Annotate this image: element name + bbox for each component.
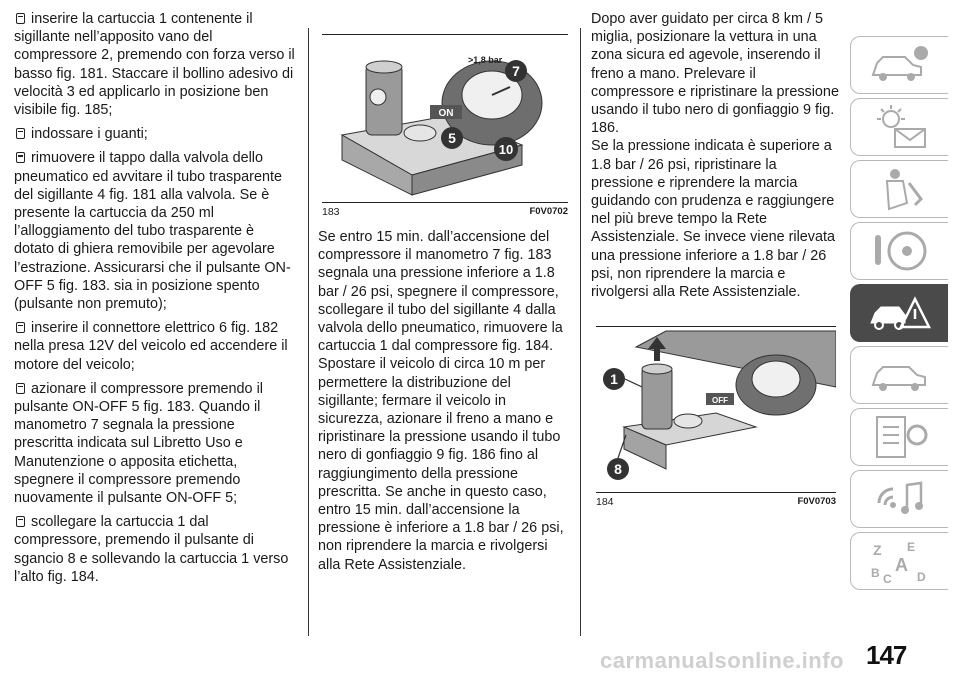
off-label: OFF <box>712 396 728 405</box>
column-divider <box>308 28 309 636</box>
callout-1: 1 <box>610 371 618 387</box>
watermark: carmanualsonline.info <box>600 648 844 673</box>
chapter-tab-multimedia[interactable] <box>850 470 948 528</box>
figure-code: F0V0702 <box>529 206 568 217</box>
chapter-sidebar <box>850 36 960 594</box>
compressor-on-illustration <box>322 35 568 197</box>
bullet-paragraph: inserire il connettore elettrico 6 fig. 182 nella presa 12V del veicolo ed accendere il motore del veicolo; <box>14 320 288 373</box>
on-label: ON <box>438 108 454 119</box>
figure-caption <box>596 492 836 508</box>
chapter-tab-maintenance[interactable] <box>850 346 948 404</box>
bullet-paragraph: indossare i guanti; <box>14 125 296 143</box>
maintenance-icon <box>865 351 935 399</box>
page-number: 147 <box>866 640 907 670</box>
svg-text:B: B <box>870 566 880 580</box>
bullet-icon <box>16 322 25 333</box>
chapter-tab-emergency[interactable] <box>850 284 948 342</box>
compressor-off-illustration <box>596 327 836 487</box>
column-divider <box>580 28 581 636</box>
body-paragraph: Se entro 15 min. dall’accensione del compressore il manometro 7 fig. 183 segnala una pressione inferiore a 1.8 bar / 26 psi, spegnere il compressore, scollegare il tubo del sigillante 4 dalla valvola dello pneumatico, rimuovere la cartuccia 1 dal compressore fig. 184. Spostare il veicolo di circa 10 m per permettere la distribuzione del sigillante; fermare il veicolo in sicurezza, azionare il freno a mano e ripristinare la pressione usando il tubo nero di gonfiaggio 9 fig. 186 fino al raggiungimento della pressione prescritta. Se anche in questo caso, entro 15 min. dall’accensione la pressione è inferiore a 1.8 bar / 26 psi, non riprendere la marcia e rivolgersi alla Rete Assistenziale. <box>318 229 564 573</box>
warning-lights-icon <box>865 103 935 151</box>
svg-text:D: D <box>916 570 926 584</box>
emergency-icon <box>865 289 935 337</box>
chapter-tab-technical-data[interactable] <box>850 408 948 466</box>
bullet-icon <box>16 13 25 24</box>
svg-text:Z: Z <box>872 542 882 558</box>
body-paragraph: Dopo aver guidato per circa 8 km / 5 miglia, posizionare la vettura in una zona sicura ed agevole, inserendo il freno a mano. Prelevare il compressore e ripristinare la pressione usando il tubo nero di gonfiaggio 9 fig. 186. <box>591 11 839 137</box>
svg-text:A: A <box>894 555 908 575</box>
bullet-icon <box>16 128 25 139</box>
text-column-3 <box>591 10 840 307</box>
text-column-1 <box>14 10 296 592</box>
figure-code: F0V0703 <box>797 496 836 507</box>
bullet-icon <box>16 516 25 527</box>
index-icon <box>865 537 935 585</box>
svg-text:E: E <box>906 540 915 554</box>
chapter-tab-driving[interactable] <box>850 222 948 280</box>
callout-5: 5 <box>448 130 456 146</box>
technical-data-icon <box>865 413 935 461</box>
chapter-tab-car-info[interactable] <box>850 36 948 94</box>
figure-183 <box>322 34 568 218</box>
bullet-icon <box>16 383 25 394</box>
chapter-tab-index[interactable] <box>850 532 948 590</box>
chapter-tab-safety[interactable] <box>850 160 948 218</box>
chapter-tab-warning-lights[interactable] <box>850 98 948 156</box>
figure-caption <box>322 202 568 218</box>
figure-number: 184 <box>596 496 614 508</box>
safety-seat-icon <box>865 165 935 213</box>
car-info-icon <box>865 41 935 89</box>
callout-8: 8 <box>614 461 622 477</box>
bullet-paragraph: inserire la cartuccia 1 contenente il sigillante nell’apposito vano del compressore 2, premendo con forza verso il basso fig. 181. Staccare il bollino adesivo di velocità 3 ed applicarlo in posizione ben visibile fig. 185; <box>14 11 295 119</box>
steering-wheel-icon <box>865 227 935 275</box>
callout-7: 7 <box>512 63 520 79</box>
bullet-paragraph: scollegare la cartuccia 1 dal compressore, premendo il pulsante di sgancio 8 e sollevando la cartuccia 1 verso l’alto fig. 184. <box>14 514 289 585</box>
text-column-2 <box>318 228 568 580</box>
figure-number: 183 <box>322 206 340 218</box>
multimedia-icon <box>865 475 935 523</box>
pressure-label: >1,8 bar <box>468 55 503 65</box>
callout-10: 10 <box>498 142 514 157</box>
svg-text:C: C <box>882 572 892 585</box>
body-paragraph: Se la pressione indicata è superiore a 1.8 bar / 26 psi, ripristinare la pressione e riprendere la marcia guidando con prudenza e raggiungere nel più breve tempo la Rete Assistenziale. Se invece viene rilevata una pressione inferiore a 1.8 bar / 26 psi, non riprendere la marcia e rivolgersi alla Rete Assistenziale. <box>591 138 835 301</box>
bullet-paragraph: azionare il compressore premendo il pulsante ON-OFF 5 fig. 183. Quando il manometro 7 segnala la pressione prescritta indicata sul Libretto Uso e Manutenzione o apposita etichetta, spegnere il compressore premendo nuovamente il pulsante ON-OFF 5; <box>14 380 263 507</box>
bullet-icon <box>16 152 25 163</box>
bullet-paragraph: rimuovere il tappo dalla valvola dello pneumatico ed avvitare il tubo trasparente del sigillante 4 fig. 181 alla valvola. Se è presente la cartuccia da 250 ml l’alloggiamento del tubo trasparente è dotato di ghiera removibile per agevolare l’estrazione. Assicurarsi che il pulsante ON-OFF 5 fig. 183. sia in posizione spento (pulsante non premuto); <box>14 150 291 313</box>
figure-184 <box>596 326 836 508</box>
